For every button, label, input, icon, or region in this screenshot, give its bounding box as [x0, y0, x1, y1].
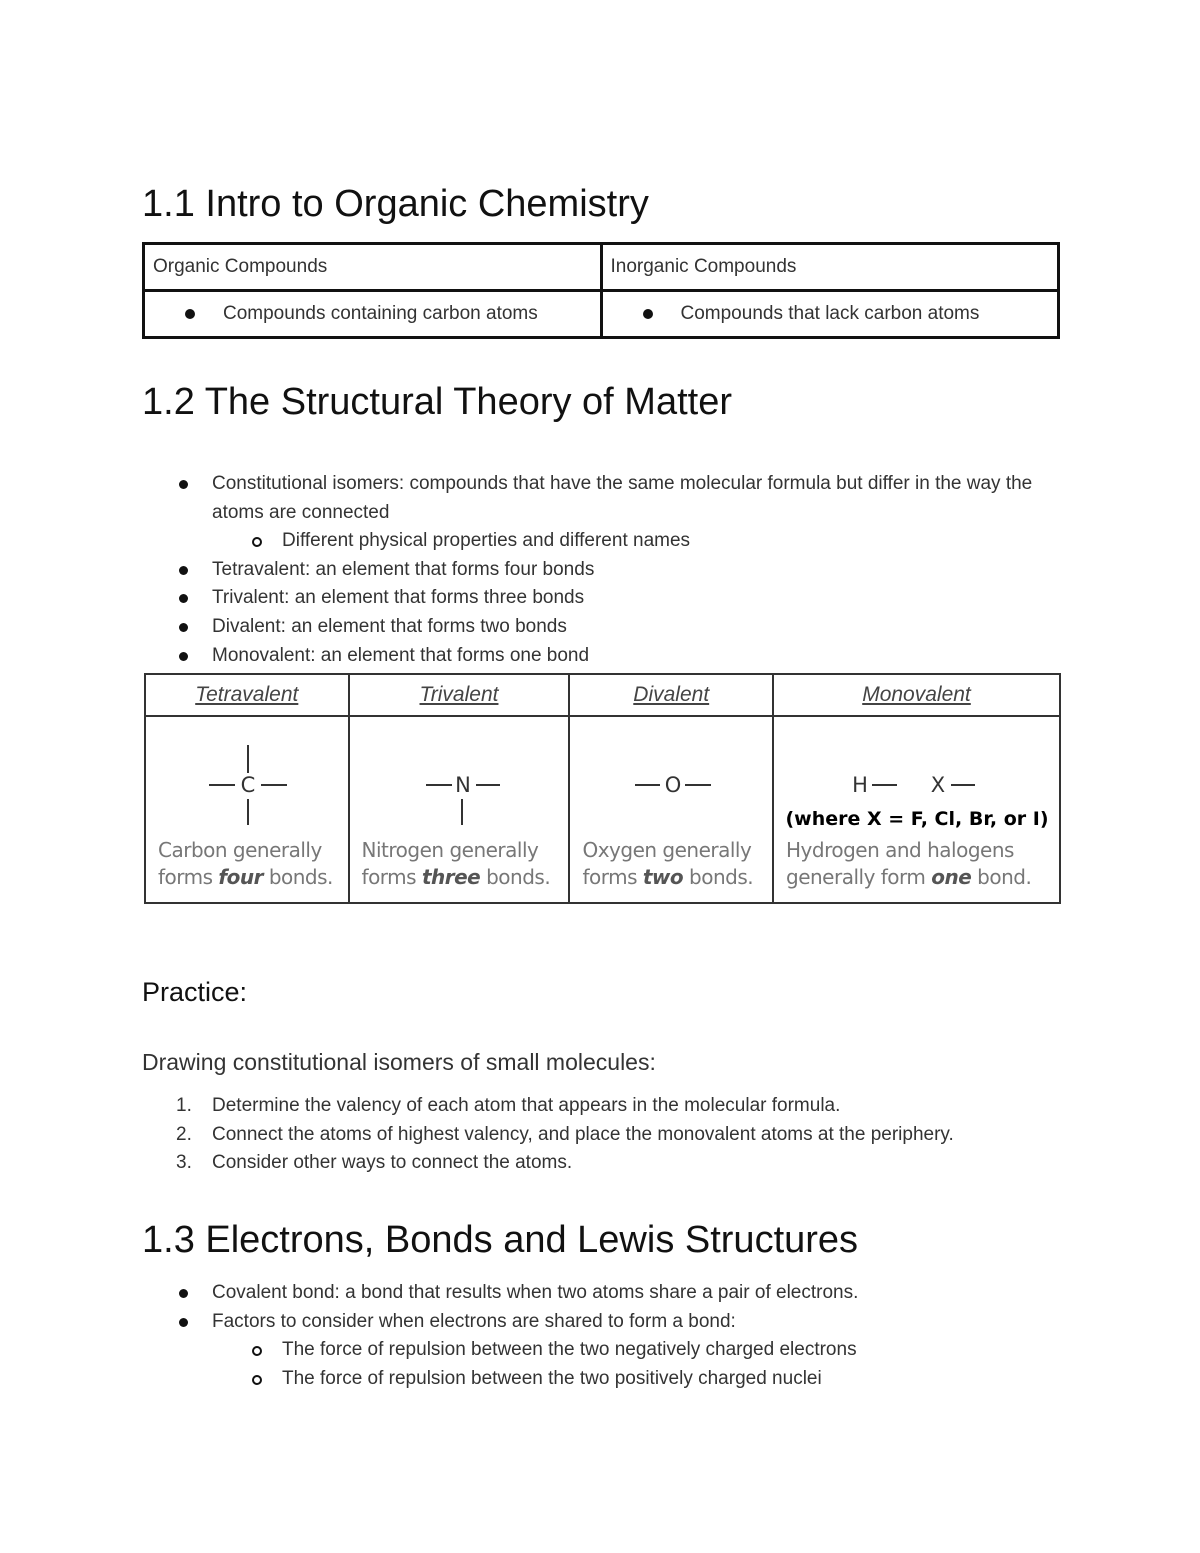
- bullet-dot-icon: [643, 309, 653, 319]
- list-item: The force of repulsion between the two negatively charged electrons: [142, 1336, 1042, 1365]
- trivalent-cell: [349, 716, 570, 903]
- list-item: The force of repulsion between the two positively charged nuclei: [142, 1365, 1042, 1394]
- inorganic-bullet-cell: [601, 291, 1059, 338]
- list-item: Factors to consider when electrons are shared to form a bond:: [142, 1308, 1042, 1337]
- nitrogen-atom-label: N: [455, 773, 471, 797]
- practice-subheading: Drawing constitutional isomers of small molecules:: [142, 1049, 656, 1075]
- where-note: (where X = F, Cl, Br, or I): [785, 808, 1049, 830]
- list-item: Trivalent: an element that forms three bonds: [142, 584, 1042, 613]
- header-tetravalent: Tetravalent: [145, 674, 349, 716]
- list-item: Constitutional isomers: compounds that have the same molecular formula but differ in the way the atoms are connected: [142, 470, 1042, 527]
- practice-steps: [142, 1092, 1072, 1178]
- header-monovalent: Monovalent: [773, 674, 1060, 716]
- organic-bullet: Compounds containing carbon atoms: [223, 303, 538, 324]
- list-item: 2. Connect the atoms of highest valency, and place the monovalent atoms at the periphery.: [176, 1123, 954, 1145]
- halogen-atom-label: X: [930, 773, 946, 797]
- valence-table: [144, 673, 1061, 904]
- divalent-cell: [569, 716, 773, 903]
- organic-bullet-cell: [144, 291, 602, 338]
- header-trivalent: Trivalent: [349, 674, 570, 716]
- hydrogen-atom-label: H: [852, 773, 868, 797]
- organic-header: Organic Compounds: [144, 244, 602, 291]
- bullet-dot-icon: [185, 309, 195, 319]
- list-item: Different physical properties and different names: [142, 527, 1042, 556]
- list-item: 1. Determine the valency of each atom that appears in the molecular formula.: [176, 1095, 841, 1116]
- structural-theory-list: [142, 470, 1042, 670]
- nitrogen-structure-icon: [350, 717, 568, 837]
- carbon-atom-label: C: [240, 773, 256, 797]
- carbon-structure-icon: [147, 717, 347, 837]
- lewis-structures-list: [142, 1279, 1042, 1393]
- list-item: Monovalent: an element that forms one bond: [142, 642, 1042, 671]
- oxygen-structure-icon: [571, 717, 771, 837]
- trivalent-caption: Nitrogen generally forms three bonds.: [361, 838, 551, 889]
- list-item: Tetravalent: an element that forms four bonds: [142, 556, 1042, 585]
- list-item: Covalent bond: a bond that results when two atoms share a pair of electrons.: [142, 1279, 1042, 1308]
- oxygen-atom-label: O: [664, 773, 682, 797]
- section-1-heading: 1.1 Intro to Organic Chemistry: [142, 183, 649, 225]
- inorganic-header: Inorganic Compounds: [601, 244, 1059, 291]
- organic-inorganic-table: [142, 242, 1060, 339]
- tetravalent-cell: [145, 716, 349, 903]
- list-item: 3. Consider other ways to connect the atoms.: [176, 1152, 573, 1174]
- section-3-heading: 1.3 Electrons, Bonds and Lewis Structures: [142, 1219, 859, 1261]
- list-item: Divalent: an element that forms two bonds: [142, 613, 1042, 642]
- header-divalent: Divalent: [569, 674, 773, 716]
- practice-heading: Practice:: [142, 977, 248, 1007]
- monovalent-caption: Hydrogen and halogens generally form one bond.: [786, 838, 1032, 889]
- section-2-heading: 1.2 The Structural Theory of Matter: [142, 381, 732, 423]
- tetravalent-caption: Carbon generally forms four bonds.: [158, 838, 333, 889]
- hydrogen-halogen-structure-icon: [774, 717, 1059, 837]
- inorganic-bullet: Compounds that lack carbon atoms: [680, 303, 980, 324]
- divalent-caption: Oxygen generally forms two bonds.: [582, 838, 754, 889]
- monovalent-cell: [773, 716, 1060, 903]
